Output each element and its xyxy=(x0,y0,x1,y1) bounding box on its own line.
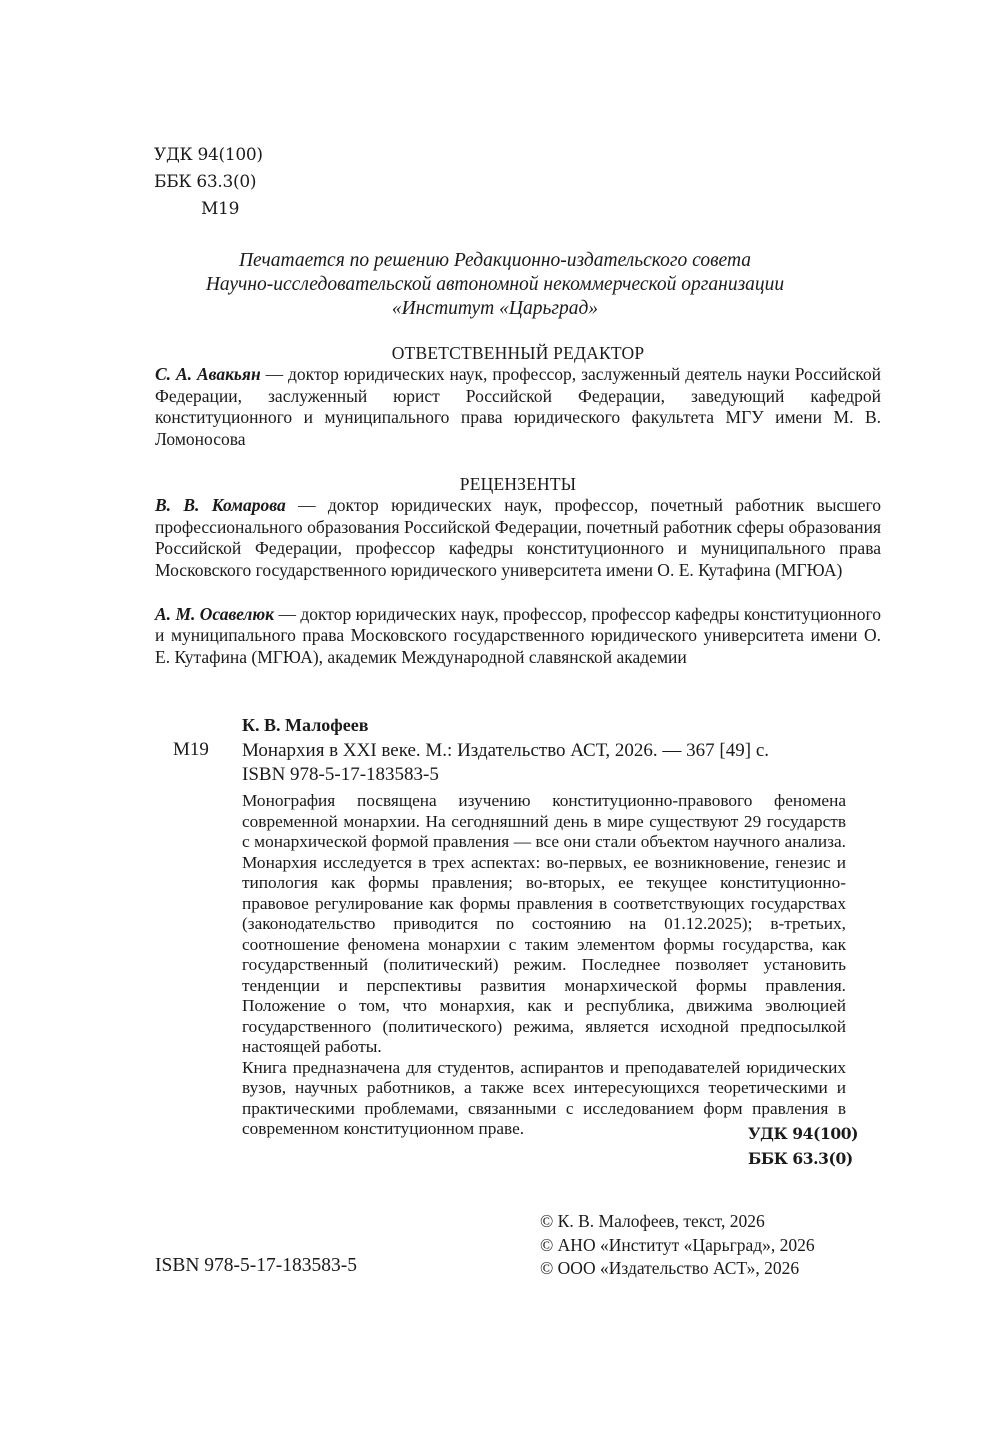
udk-code: УДК 94(100) xyxy=(154,145,263,165)
annotation-paragraph-2: Книга предназначена для студентов, аспирантов и преподавателей юридических вузов, научных работников, а также всех интересующихся теоретическими и практическими проблемами, связанными с исследованием форм правления в современном конституционном праве. xyxy=(242,1057,846,1138)
book-isbn: ISBN 978-5-17-183583-5 xyxy=(242,764,439,785)
reviewer-description: — доктор юридических наук, профессор, профессор кафедры конституционного и муниципального права Московского государственного юридического университета имени О. Е. Кутафина (МГЮА), академик Международной славянской академии xyxy=(155,604,881,667)
publication-note-line-1: Печатается по решению Редакционно-издательского совета xyxy=(238,250,752,271)
publication-note-line-3: «Институт «Царьград» xyxy=(391,298,599,319)
reviewer-entry xyxy=(155,604,881,668)
bibliographic-record xyxy=(242,739,769,787)
copyright-line: © АНО «Институт «Царьград», 2026 xyxy=(540,1234,815,1255)
reviewer-name: В. В. Комарова xyxy=(155,495,286,516)
right-classification-codes xyxy=(748,1121,858,1171)
bibliographic-code: М19 xyxy=(173,739,209,760)
editor-description: — доктор юридических наук, профессор, заслуженный деятель науки Российской Федерации, заслуженный юрист Российской Федерации, заведующий кафедрой конституционного и муниципального права юридического факультета МГУ имени М. В. Ломоносова xyxy=(155,364,881,449)
book-author: К. В. Малофеев xyxy=(242,715,369,735)
bbk-code: ББК 63.3(0) xyxy=(154,172,257,192)
reviewer-entry xyxy=(155,495,881,581)
editor-entry xyxy=(155,364,881,450)
author-mark: М19 xyxy=(201,199,240,219)
udk-code: УДК 94(100) xyxy=(748,1124,859,1143)
reviewer-description: — доктор юридических наук, профессор, почетный работник высшего профессионального образования Российской Федерации, почетный работник сферы образования Российской Федерации, профессор кафедры конституционного и муниципального права Московского государственного юридического университета имени О. Е. Кутафина (МГЮА) xyxy=(155,495,881,580)
publication-note-line-2: Научно-исследовательской автономной некоммерческой организации xyxy=(205,274,785,295)
editor-heading: ОТВЕТСТВЕННЫЙ РЕДАКТОР xyxy=(391,343,645,363)
book-title-line: Монархия в XXI веке. М.: Издательство АСТ, 2026. — 367 [49] с. xyxy=(242,740,770,761)
reviewers-heading: РЕЦЕНЗЕНТЫ xyxy=(459,474,577,494)
editor-name: С. А. Авакьян xyxy=(155,364,261,385)
reviewers-section-2 xyxy=(155,604,881,668)
responsible-editor-section xyxy=(155,343,881,450)
bbk-code: ББК 63.3(0) xyxy=(748,1149,853,1168)
reviewer-name: А. М. Осавелюк xyxy=(155,604,275,624)
classification-codes xyxy=(154,142,263,223)
copyright-line: © ООО «Издательство АСТ», 2026 xyxy=(540,1258,800,1278)
annotation-paragraph-1: Монография посвящена изучению конституционно-правового феномена современной монархии. На сегодняшний день в мире существуют 29 государств с монархической формой правления — все они стали объектом научного анализа. Монархия исследуется в трех аспектах: во-первых, ее возникновение, генезис и типология как формы правления; во-вторых, ее текущее конституционно-правовое регулирование как формы правления в соответствующих государствах (законодательство приводится по состоянию на 01.12.2025); в-третьих, соотношение феномена монархии с таким элементом формы государства, как государственный (политический) режим. Последнее позволяет установить тенденции и перспективы развития монархической формы правления. Положение о том, что монархия, как и республика, движима эволюцией государственного (политического) режима, является исходной предпосылкой настоящей работы. xyxy=(242,791,846,1056)
copyright-notices xyxy=(540,1210,815,1281)
publication-note xyxy=(150,249,840,321)
copyright-line: © К. В. Малофеев, текст, 2026 xyxy=(540,1211,765,1231)
footer-isbn: ISBN 978-5-17-183583-5 xyxy=(155,1255,358,1276)
book-annotation xyxy=(242,791,846,1140)
reviewers-section xyxy=(155,474,881,581)
